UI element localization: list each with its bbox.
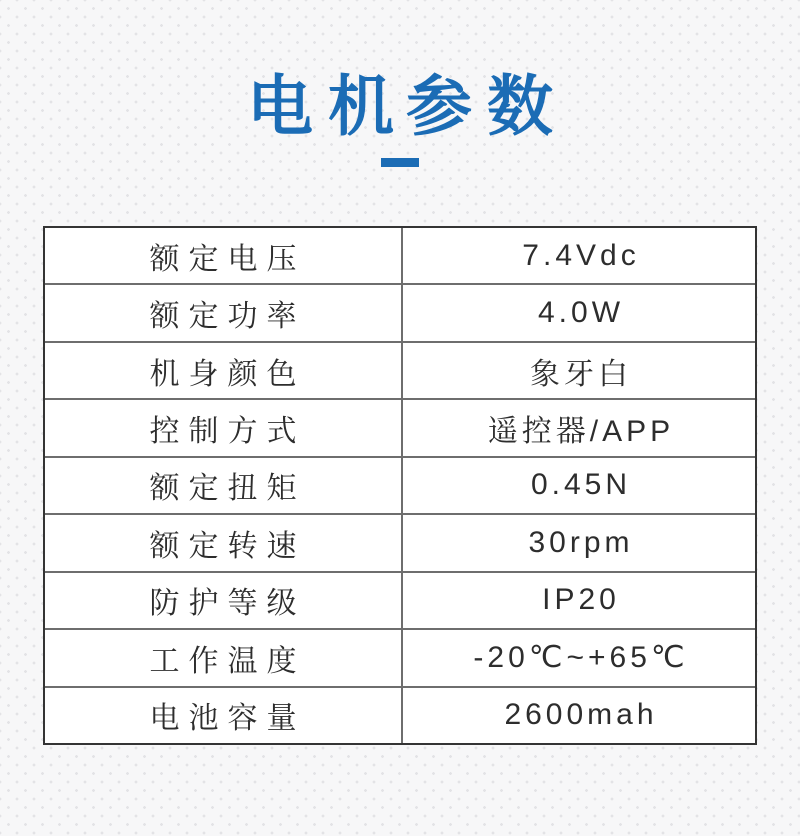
table-row — [45, 630, 755, 687]
spec-value: -20℃~+65℃ — [473, 641, 689, 675]
table-row — [45, 688, 755, 743]
table-row — [45, 343, 755, 400]
spec-label: 额定功率 — [45, 285, 403, 340]
page-title-right: 参数 — [406, 69, 568, 143]
spec-table — [43, 226, 757, 745]
table-row — [45, 285, 755, 342]
spec-label: 控制方式 — [45, 400, 403, 455]
spec-value: 象牙白 — [530, 357, 632, 391]
spec-label: 防护等级 — [45, 573, 403, 628]
spec-value: 4.0W — [537, 296, 625, 330]
table-row — [45, 515, 755, 572]
spec-label: 额定转速 — [45, 515, 403, 570]
table-row — [45, 228, 755, 285]
spec-value: 遥控器/APP — [487, 415, 675, 449]
spec-value: 0.45N — [530, 468, 632, 502]
page-title-left: 电机 — [247, 69, 409, 143]
table-row — [45, 458, 755, 515]
spec-label: 电池容量 — [45, 688, 403, 743]
spec-label: 额定扭矩 — [45, 458, 403, 513]
spec-value: 2600mah — [504, 698, 658, 732]
spec-label: 额定电压 — [45, 228, 403, 283]
table-row — [45, 573, 755, 630]
spec-value: 7.4Vdc — [522, 238, 640, 272]
page-title — [0, 69, 800, 143]
spec-label: 工作温度 — [45, 630, 403, 685]
title-underline — [381, 158, 419, 167]
table-row — [45, 400, 755, 457]
spec-value: 30rpm — [528, 525, 634, 559]
spec-value: IP20 — [542, 583, 620, 617]
spec-label: 机身颜色 — [45, 343, 403, 398]
